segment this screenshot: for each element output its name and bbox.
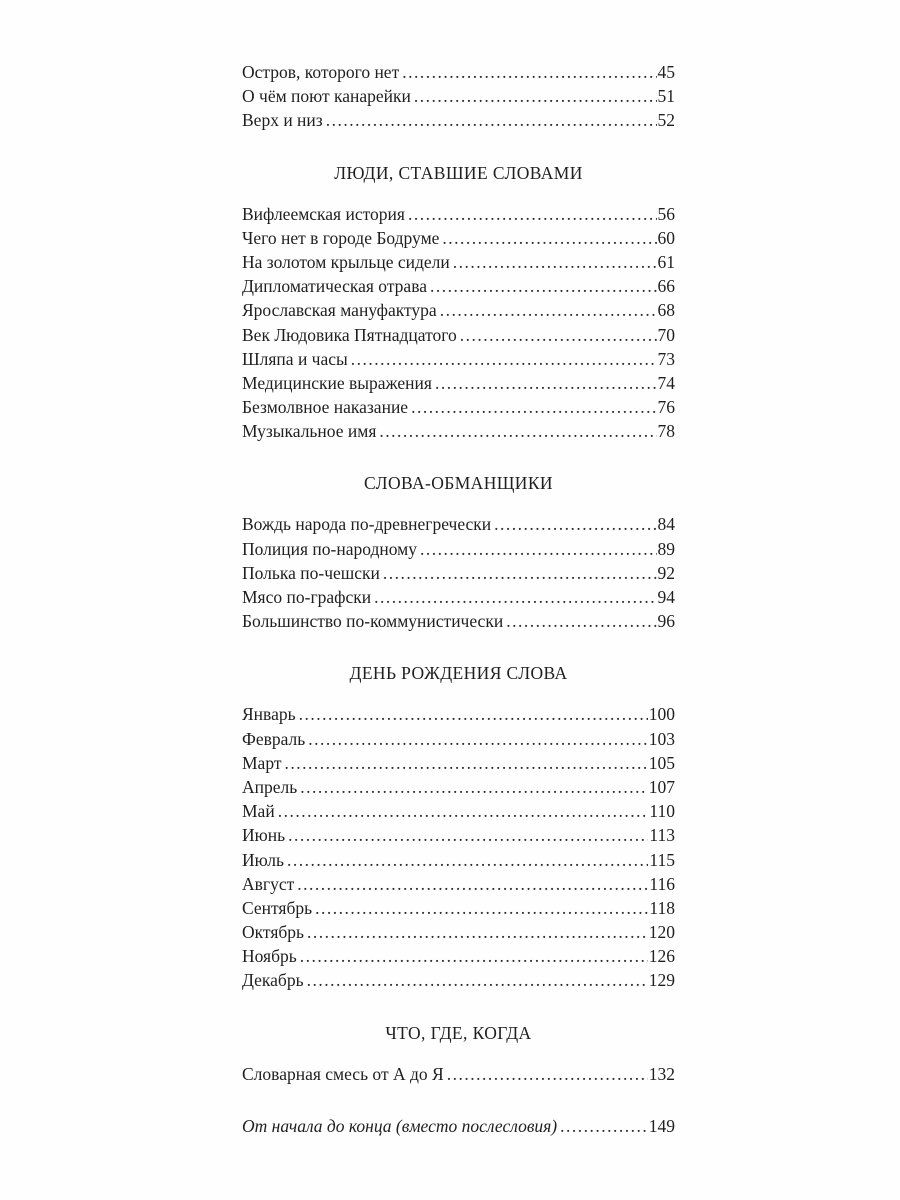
toc-entry xyxy=(242,84,675,108)
entry-title: Безмолвное наказание xyxy=(242,397,409,418)
entry-title: Декабрь xyxy=(242,970,304,991)
dot-leader xyxy=(408,202,657,226)
dot-leader xyxy=(288,823,648,847)
entry-title: Верх и низ xyxy=(242,110,323,131)
page-number: 66 xyxy=(657,276,675,297)
page-number: 76 xyxy=(657,397,675,418)
dot-leader xyxy=(351,347,657,371)
dot-leader xyxy=(411,395,656,419)
page-number: 118 xyxy=(649,897,675,918)
entry-title: Дипломатическая отрава xyxy=(242,276,427,297)
dot-leader xyxy=(442,226,656,250)
page-number: 56 xyxy=(657,203,675,224)
toc-entry xyxy=(242,561,675,585)
page-number: 103 xyxy=(648,728,675,749)
page-number: 78 xyxy=(657,421,675,442)
entry-title: Июль xyxy=(242,849,284,870)
page-number: 126 xyxy=(648,946,675,967)
dot-leader xyxy=(430,274,657,298)
toc-section-what-where-when xyxy=(242,1018,675,1086)
entry-title: Мясо по-графски xyxy=(242,587,372,607)
entry-title: Большинство по-коммунистически xyxy=(242,611,504,632)
toc-entry xyxy=(242,727,675,751)
dot-leader xyxy=(379,419,656,443)
table-of-contents xyxy=(242,60,675,1138)
entry-title: О чём поют канарейки xyxy=(242,86,411,107)
toc-entry xyxy=(242,751,675,775)
dot-leader xyxy=(300,775,648,799)
page-number: 73 xyxy=(657,348,675,369)
toc-entry xyxy=(242,298,675,322)
page-number: 129 xyxy=(648,970,675,991)
dot-leader xyxy=(440,298,657,322)
entry-title: Чего нет в городе Бодруме xyxy=(242,227,440,248)
dot-leader xyxy=(307,920,648,944)
page-number: 45 xyxy=(657,62,675,82)
entry-title: Ярославская мануфактура xyxy=(242,300,437,321)
toc-entry xyxy=(242,609,675,633)
toc-entry xyxy=(242,202,675,226)
toc-section-word-birthday xyxy=(242,658,675,992)
page-number: 113 xyxy=(649,825,675,846)
dot-leader xyxy=(383,561,657,585)
dot-leader xyxy=(494,512,656,536)
page-number: 60 xyxy=(657,227,675,248)
page-number: 89 xyxy=(657,538,675,559)
entry-title: Январь xyxy=(242,704,296,725)
section-heading: СЛОВА-ОБМАНЩИКИ xyxy=(364,473,553,494)
toc-entry xyxy=(242,585,675,609)
toc-entry xyxy=(242,944,675,968)
page-number: 149 xyxy=(648,1115,675,1136)
section-heading: ЛЮДИ, СТАВШИЕ СЛОВАМИ xyxy=(334,162,583,183)
toc-entry xyxy=(242,347,675,371)
entry-title: Июнь xyxy=(242,825,286,846)
entry-title: Век Людовика Пятнадцатого xyxy=(242,324,457,345)
dot-leader xyxy=(307,968,648,992)
dot-leader xyxy=(299,702,648,726)
page-number: 100 xyxy=(648,704,675,725)
toc-entry xyxy=(242,512,675,536)
toc-entry xyxy=(242,226,675,250)
dot-leader xyxy=(420,537,657,561)
entry-title: Апрель xyxy=(242,776,298,797)
toc-entry xyxy=(242,274,675,298)
dot-leader xyxy=(278,799,649,823)
page-number: 116 xyxy=(649,873,675,894)
entry-title: От начала до конца (вместо послесловия) xyxy=(242,1115,558,1136)
page-number: 70 xyxy=(657,324,675,345)
toc-entry xyxy=(242,371,675,395)
page-number: 96 xyxy=(657,611,675,632)
dot-leader xyxy=(560,1114,648,1138)
entry-title: Вождь народа по-древнегречески xyxy=(242,514,492,535)
dot-leader xyxy=(315,896,648,920)
dot-leader xyxy=(460,323,657,347)
entry-title: Февраль xyxy=(242,728,306,749)
entry-title: Медицинские выражения xyxy=(242,372,432,393)
page-number: 94 xyxy=(657,587,675,607)
toc-entry xyxy=(242,108,675,132)
page-number: 84 xyxy=(657,514,675,535)
page-number: 74 xyxy=(657,372,675,393)
entry-title: Май xyxy=(242,801,275,822)
entry-title: Музыкальное имя xyxy=(242,421,377,442)
toc-section-people-words xyxy=(242,158,675,444)
dot-leader xyxy=(453,250,657,274)
entry-title: Шляпа и часы xyxy=(242,348,348,369)
dot-leader xyxy=(326,108,657,132)
page-number: 132 xyxy=(648,1063,675,1084)
dot-leader xyxy=(414,84,657,108)
toc-entry xyxy=(242,920,675,944)
entry-title: Полька по-чешски xyxy=(242,562,380,583)
entry-title: Ноябрь xyxy=(242,946,297,967)
toc-entry-afterword xyxy=(242,1114,675,1138)
toc-entry xyxy=(242,537,675,561)
entry-title: На золотом крыльце сидели xyxy=(242,251,450,272)
toc-section-continuation xyxy=(242,60,675,133)
page-number: 107 xyxy=(648,776,675,797)
dot-leader xyxy=(374,585,656,609)
page-number: 120 xyxy=(648,922,675,943)
section-heading: ЧТО, ГДЕ, КОГДА xyxy=(385,1022,532,1043)
page-number: 51 xyxy=(657,86,675,107)
entry-title: Март xyxy=(242,752,282,773)
toc-entry xyxy=(242,896,675,920)
toc-entry xyxy=(242,702,675,726)
entry-title: Словарная смесь от А до Я xyxy=(242,1063,444,1084)
dot-leader xyxy=(287,848,648,872)
entry-title: Вифлеемская история xyxy=(242,203,405,224)
entry-title: Полиция по-народному xyxy=(242,538,417,559)
entry-title: Октябрь xyxy=(242,922,305,943)
dot-leader xyxy=(285,751,648,775)
entry-title: Остров, которого нет xyxy=(242,62,400,82)
toc-entry xyxy=(242,395,675,419)
page-number: 68 xyxy=(657,300,675,321)
dot-leader xyxy=(300,944,648,968)
toc-entry xyxy=(242,823,675,847)
page-number: 115 xyxy=(649,849,675,870)
page-number: 105 xyxy=(648,752,675,773)
dot-leader xyxy=(297,872,648,896)
toc-entry xyxy=(242,872,675,896)
dot-leader xyxy=(308,727,648,751)
page-number: 110 xyxy=(649,801,675,822)
entry-title: Август xyxy=(242,873,295,894)
section-heading: ДЕНЬ РОЖДЕНИЯ СЛОВА xyxy=(349,663,568,684)
toc-entry xyxy=(242,1062,675,1086)
dot-leader xyxy=(506,609,656,633)
toc-entry xyxy=(242,250,675,274)
dot-leader xyxy=(402,60,656,84)
toc-entry xyxy=(242,323,675,347)
dot-leader xyxy=(447,1062,648,1086)
dot-leader xyxy=(435,371,657,395)
page-number: 92 xyxy=(657,562,675,583)
toc-entry xyxy=(242,419,675,443)
entry-title: Сентябрь xyxy=(242,897,313,918)
toc-entry xyxy=(242,848,675,872)
toc-entry xyxy=(242,968,675,992)
page-number: 61 xyxy=(657,251,675,272)
toc-entry xyxy=(242,60,675,84)
toc-entry xyxy=(242,775,675,799)
toc-entry xyxy=(242,799,675,823)
page-number: 52 xyxy=(657,110,675,131)
toc-section-deceiver-words xyxy=(242,468,675,633)
